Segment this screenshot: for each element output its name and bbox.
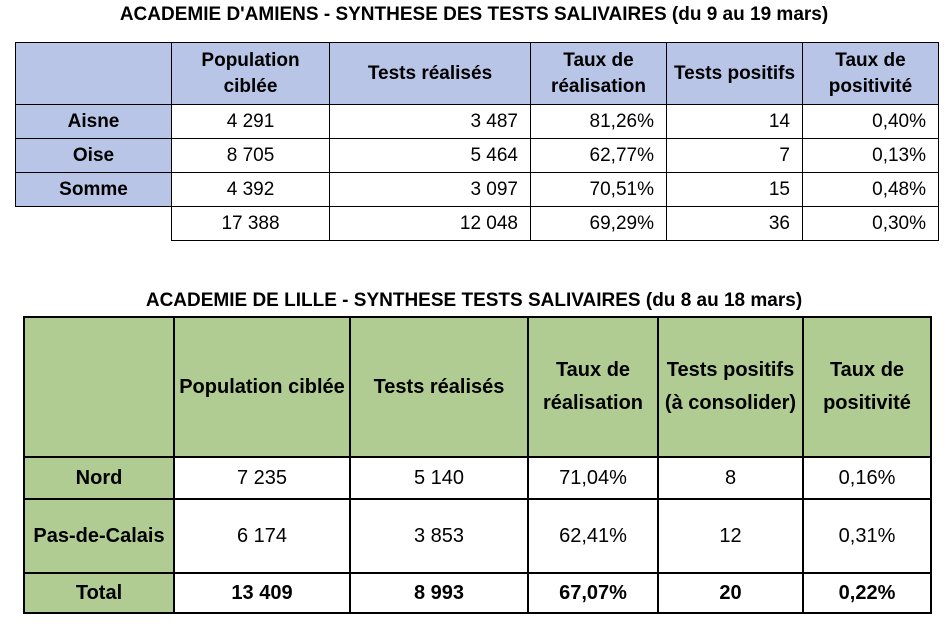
amiens-table-title: ACADEMIE D'AMIENS - SYNTHESE DES TESTS SALIVAIRES (du 9 au 19 mars) xyxy=(119,4,829,25)
cell-population: 6 174 xyxy=(174,499,350,573)
total-positifs: 20 xyxy=(658,573,803,613)
cell-tests: 3 097 xyxy=(330,173,531,207)
header-corner xyxy=(16,43,172,105)
cell-population: 7 235 xyxy=(174,457,350,499)
row-label: Somme xyxy=(16,173,172,207)
header-tests: Tests réalisés xyxy=(330,43,531,105)
cell-taux-realisation: 62,77% xyxy=(531,139,667,173)
table-row xyxy=(16,105,939,139)
total-tests: 12 048 xyxy=(330,207,531,241)
cell-taux-realisation: 70,51% xyxy=(531,173,667,207)
header-taux-positivite: Taux de positivité xyxy=(803,317,931,457)
cell-taux-realisation: 71,04% xyxy=(528,457,658,499)
header-population: Population ciblée xyxy=(172,43,330,105)
cell-taux-realisation: 62,41% xyxy=(528,499,658,573)
total-population: 17 388 xyxy=(172,207,330,241)
cell-positifs: 12 xyxy=(658,499,803,573)
header-taux-positivite: Taux de positivité xyxy=(803,43,939,105)
cell-population: 4 291 xyxy=(172,105,330,139)
table-row xyxy=(16,139,939,173)
table-header-row xyxy=(24,317,931,457)
row-label: Pas-de-Calais xyxy=(24,499,174,573)
table-row xyxy=(16,173,939,207)
total-label: Total xyxy=(24,573,174,613)
lille-table xyxy=(23,316,932,614)
cell-positifs: 8 xyxy=(658,457,803,499)
row-label: Nord xyxy=(24,457,174,499)
total-blank-cell xyxy=(16,207,172,241)
total-row xyxy=(24,573,931,613)
total-population: 13 409 xyxy=(174,573,350,613)
row-label: Oise xyxy=(16,139,172,173)
cell-positifs: 15 xyxy=(667,173,803,207)
cell-positifs: 7 xyxy=(667,139,803,173)
total-taux-positivite: 0,22% xyxy=(803,573,931,613)
cell-taux-positivite: 0,40% xyxy=(803,105,939,139)
cell-tests: 5 464 xyxy=(330,139,531,173)
cell-taux-positivite: 0,13% xyxy=(803,139,939,173)
cell-taux-positivite: 0,48% xyxy=(803,173,939,207)
cell-taux-positivite: 0,31% xyxy=(803,499,931,573)
header-taux-realisation: Taux de réalisation xyxy=(531,43,667,105)
total-taux-positivite: 0,30% xyxy=(803,207,939,241)
cell-taux-realisation: 81,26% xyxy=(531,105,667,139)
header-tests-positifs: Tests positifs xyxy=(667,43,803,105)
cell-population: 8 705 xyxy=(172,139,330,173)
table-row xyxy=(24,457,931,499)
header-tests-positifs: Tests positifs (à consolider) xyxy=(658,317,803,457)
cell-taux-positivite: 0,16% xyxy=(803,457,931,499)
header-corner xyxy=(24,317,174,457)
lille-table-title: ACADEMIE DE LILLE - SYNTHESE TESTS SALIVAIRES (du 8 au 18 mars) xyxy=(145,290,803,311)
table-row xyxy=(24,499,931,573)
total-row xyxy=(16,207,939,241)
total-taux-realisation: 69,29% xyxy=(531,207,667,241)
total-taux-realisation: 67,07% xyxy=(528,573,658,613)
total-positifs: 36 xyxy=(667,207,803,241)
cell-tests: 3 487 xyxy=(330,105,531,139)
header-population: Population ciblée xyxy=(174,317,350,457)
cell-population: 4 392 xyxy=(172,173,330,207)
cell-positifs: 14 xyxy=(667,105,803,139)
cell-tests: 3 853 xyxy=(350,499,528,573)
header-taux-realisation: Taux de réalisation xyxy=(528,317,658,457)
amiens-table xyxy=(15,42,939,241)
cell-tests: 5 140 xyxy=(350,457,528,499)
table-header-row xyxy=(16,43,939,105)
header-tests: Tests réalisés xyxy=(350,317,528,457)
total-tests: 8 993 xyxy=(350,573,528,613)
row-label: Aisne xyxy=(16,105,172,139)
